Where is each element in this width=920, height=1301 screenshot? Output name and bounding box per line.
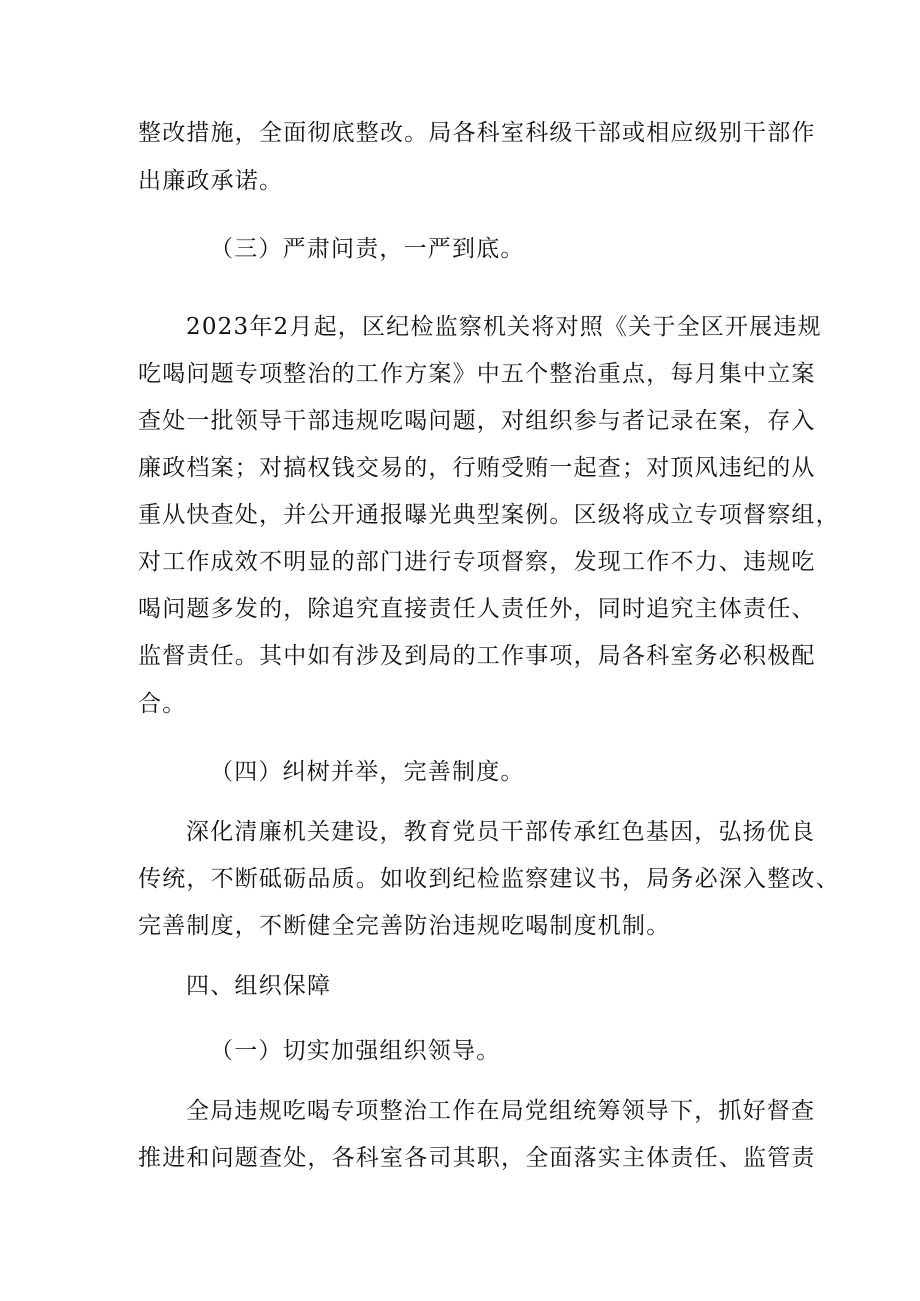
paragraph-line: 2023年2月起，区纪检监察机关将对照《关于全区开展违规 (186, 314, 822, 340)
paragraph-line: 完善制度，不断健全完善防治违规吃喝制度机制。 (138, 913, 671, 939)
paragraph-line: 深化清廉机关建设，教育党员干部传承红色基因，弘扬优良 (186, 819, 816, 845)
paragraph-line: 出廉政承诺。 (138, 168, 284, 194)
paragraph-line: 监督责任。其中如有涉及到局的工作事项，局各科室务必积极配 (138, 643, 816, 669)
section-heading: （四）纠树并举，完善制度。 (210, 759, 525, 785)
paragraph-line: 廉政档案；对搞权钱交易的，行贿受贿一起查；对顶风违纪的从 (138, 455, 816, 481)
section-heading: （一）切实加强组织领导。 (210, 1038, 501, 1064)
paragraph-line: 整改措施，全面彻底整改。局各科室科级干部或相应级别干部作 (138, 120, 816, 146)
paragraph-line: 喝问题多发的，除追究直接责任人责任外，同时追究主体责任、 (138, 596, 816, 622)
paragraph-line: 推进和问题查处，各科室各司其职，全面落实主体责任、监管责 (138, 1145, 816, 1171)
section-heading: 四、组织保障 (186, 973, 332, 999)
paragraph-line: 全局违规吃喝专项整治工作在局党组统筹领导下，抓好督查 (186, 1098, 816, 1124)
paragraph-line: 重从快查处，并公开通报曝光典型案例。区级将成立专项督察组， (138, 502, 840, 528)
paragraph-line: 对工作成效不明显的部门进行专项督察，发现工作不力、违规吃 (138, 549, 816, 575)
paragraph-line: 查处一批领导干部违规吃喝问题，对组织参与者记录在案，存入 (138, 408, 816, 434)
paragraph-line: 合。 (138, 691, 187, 717)
section-heading: （三）严肃问责，一严到底。 (210, 236, 525, 262)
paragraph-line: 吃喝问题专项整治的工作方案》中五个整治重点，每月集中立案 (138, 361, 816, 387)
paragraph-line: 传统，不断砥砺品质。如收到纪检监察建议书，局务必深入整改、 (138, 866, 840, 892)
